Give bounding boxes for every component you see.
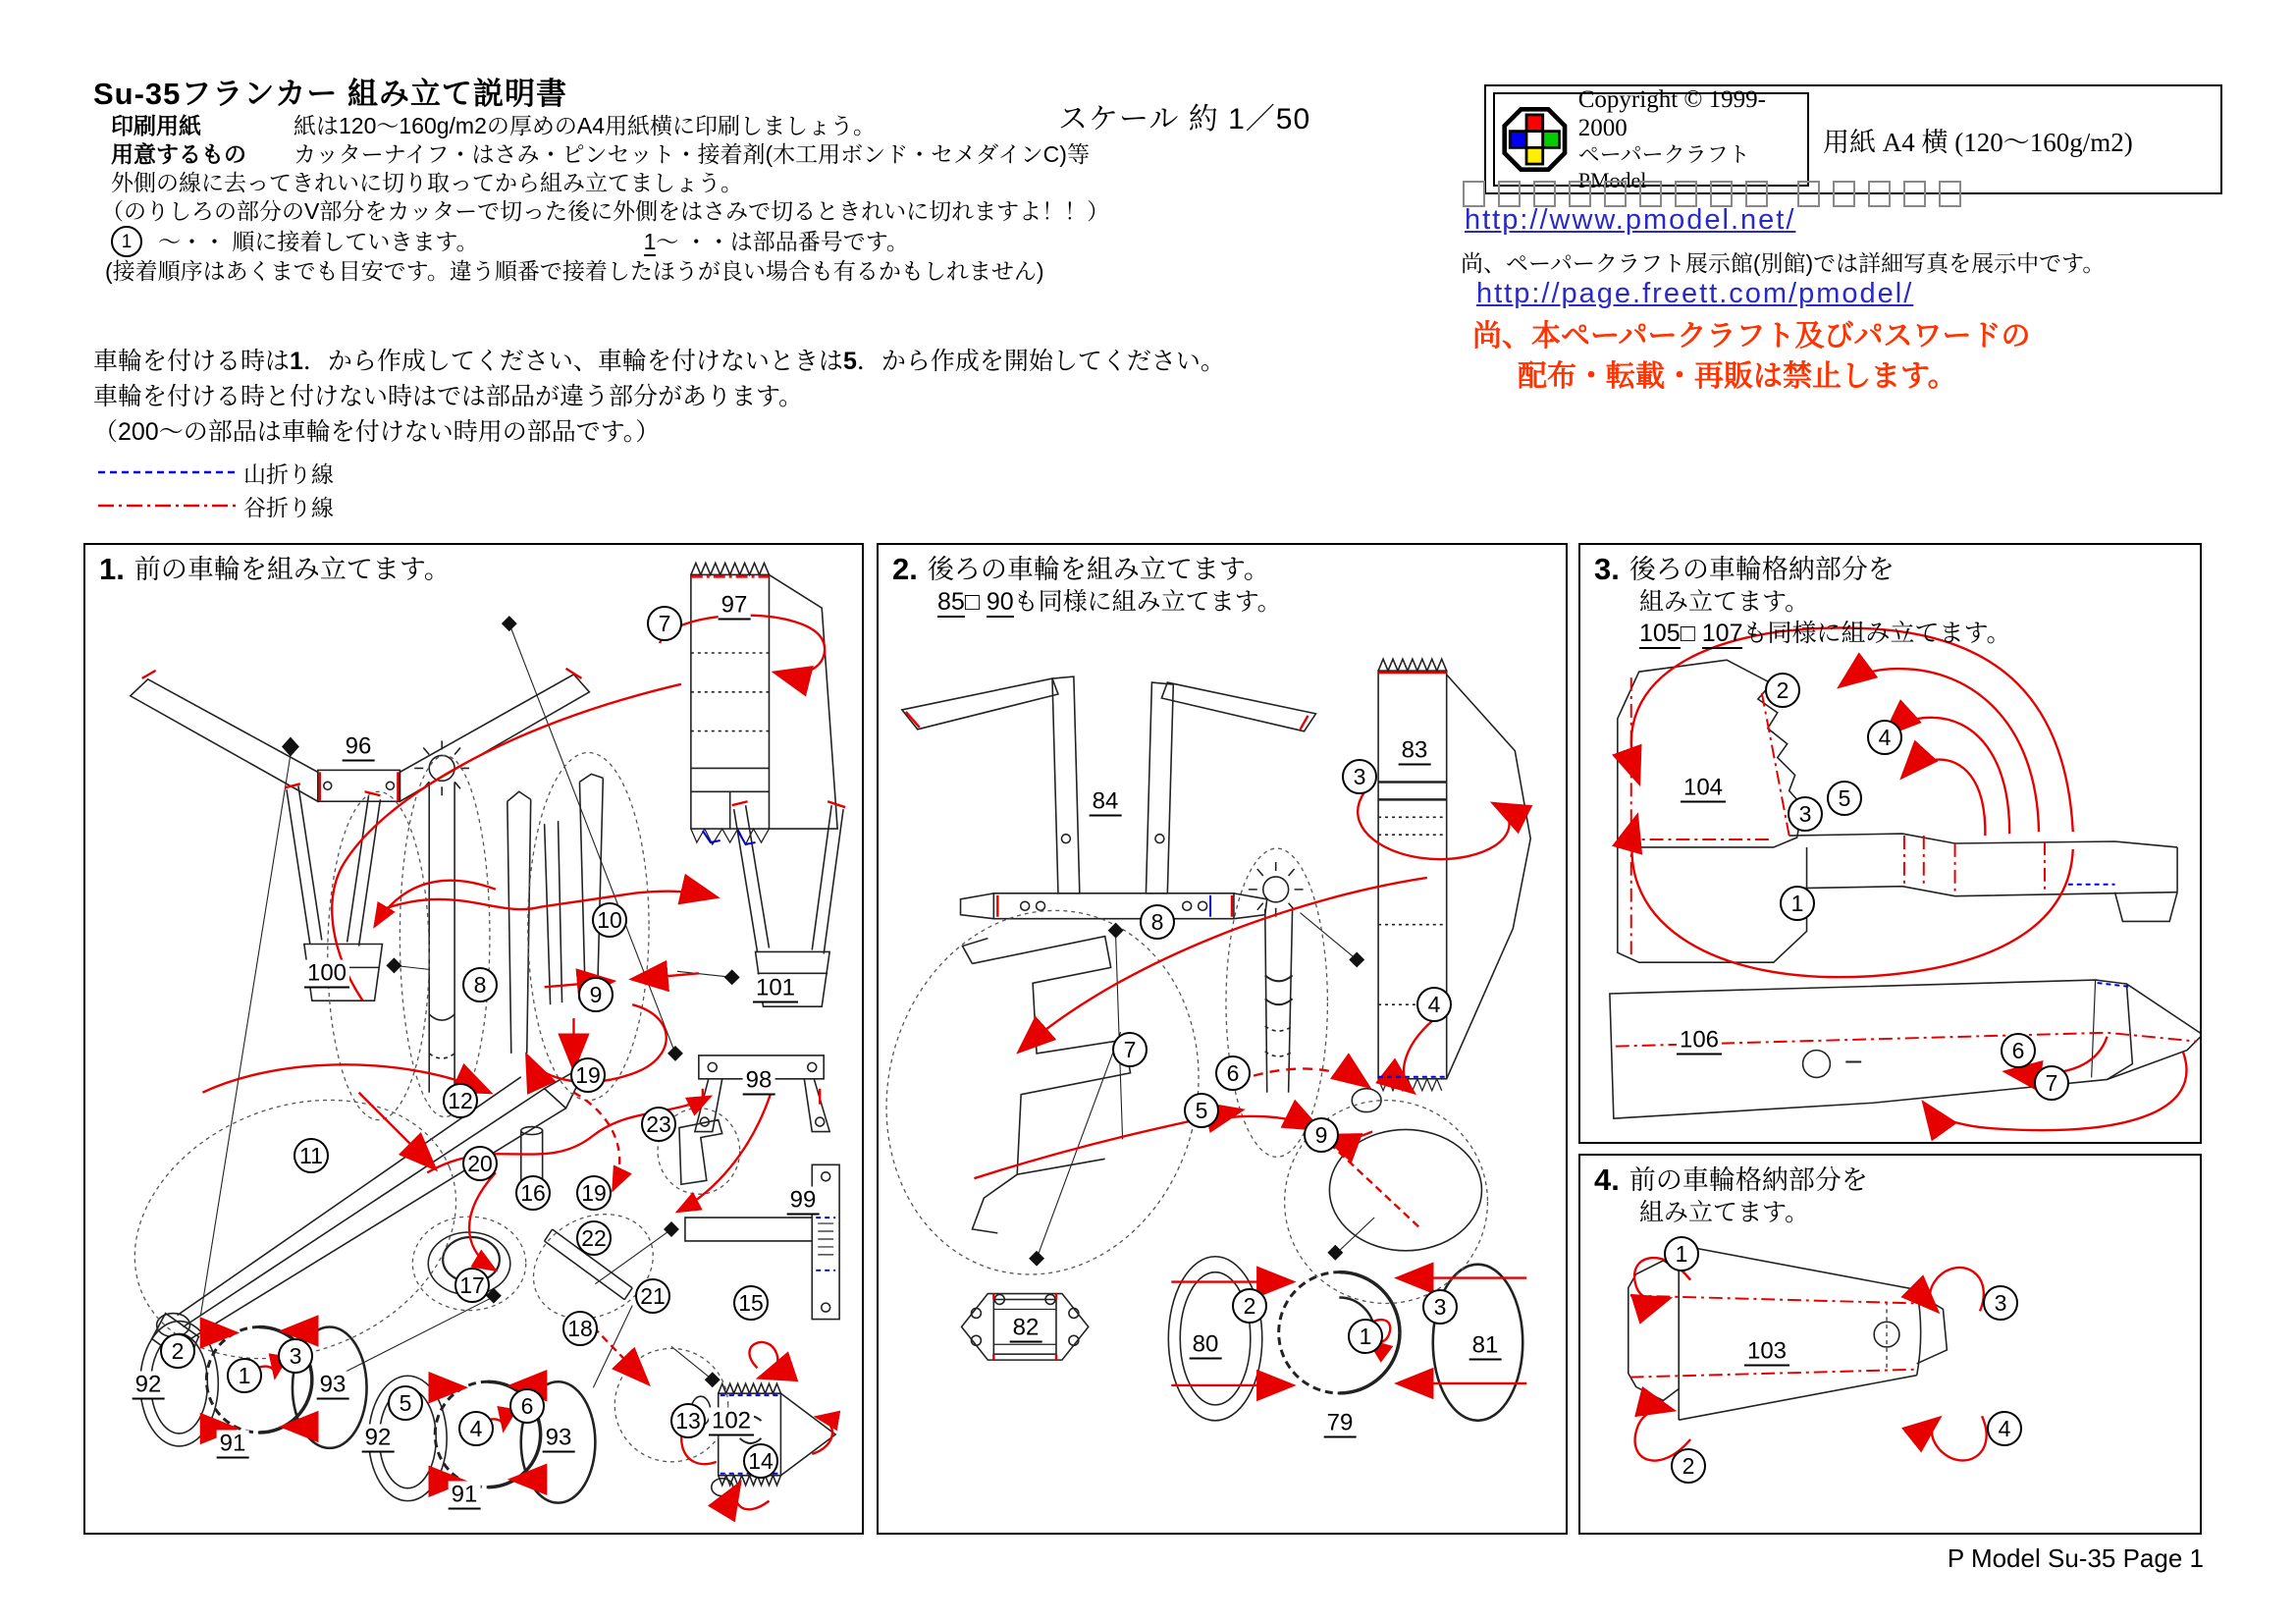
part-number-80: 80 <box>1190 1331 1222 1360</box>
text-segment: 1 <box>290 348 303 375</box>
step-number-9: 9 <box>1304 1117 1339 1153</box>
step-number-6: 6 <box>2001 1033 2036 1068</box>
text-segment: 105 <box>1639 620 1681 647</box>
step-number-22: 22 <box>576 1220 612 1256</box>
panel3-header <box>1594 553 2011 649</box>
panel3-number: 3. <box>1594 552 1620 586</box>
panel1-number: 1. <box>99 552 125 586</box>
missing-glyph-box <box>1604 181 1627 207</box>
step-number-2: 2 <box>1765 673 1800 708</box>
part-number-96: 96 <box>343 733 375 762</box>
step-number-3: 3 <box>1342 759 1377 794</box>
step-number-19: 19 <box>570 1057 606 1093</box>
missing-glyph-box <box>1745 181 1768 207</box>
panel-rear-wheel-bay <box>1578 543 2202 1144</box>
text-segment: □ <box>1680 620 1702 647</box>
part-number-83: 83 <box>1399 737 1431 766</box>
text-segment: 85 <box>937 588 965 616</box>
tools-row <box>111 140 1109 169</box>
copyright-years: Copyright © 1999-2000 <box>1577 85 1766 141</box>
step-number-6: 6 <box>1215 1055 1251 1091</box>
step-number-4: 4 <box>458 1411 494 1446</box>
panel3-title2: 組み立てます。 <box>1639 588 1810 616</box>
panel-rear-wheel <box>877 543 1568 1535</box>
part-number-106: 106 <box>1677 1027 1722 1055</box>
step-number-16: 16 <box>515 1175 551 1211</box>
text-segment: ．から作成してください、車輪を付けないときは <box>302 348 843 375</box>
text-segment: □ <box>964 588 987 616</box>
text-segment: 107 <box>1701 620 1743 647</box>
text-segment: 車輪を付ける時は <box>93 348 291 375</box>
missing-glyph-box <box>1903 181 1926 207</box>
copyright-box <box>1484 84 2222 194</box>
step-number-21: 21 <box>635 1278 670 1314</box>
step-number-4: 4 <box>1987 1411 2022 1446</box>
part-number-92: 92 <box>362 1425 395 1453</box>
part-number-93: 93 <box>543 1425 575 1453</box>
part-number-91: 91 <box>449 1482 481 1510</box>
missing-glyph-row <box>1463 181 1991 207</box>
gallery-note: 尚、ペーパークラフト展示館(別館)では詳細写真を展示中です。 <box>1461 250 2106 276</box>
step-number-4: 4 <box>1416 987 1452 1022</box>
wheel-note-line-1 <box>93 344 1225 379</box>
step-number-17: 17 <box>454 1268 490 1303</box>
cutting-note-1: 外側の線に去ってきれいに切り取ってから組み立てましょう。 <box>111 170 743 195</box>
missing-glyph-box <box>1868 181 1891 207</box>
glue-order-text: ～・・ 順に接着していきます。 <box>158 228 479 254</box>
text-segment: も同様に組み立てます。 <box>1013 588 1282 616</box>
step-number-7: 7 <box>1112 1032 1148 1067</box>
text-segment: ～ ・・は部品番号です。 <box>656 228 909 254</box>
text-segment: 1 <box>643 228 657 254</box>
part-number-97: 97 <box>719 592 751 621</box>
fold-line-legend <box>96 456 334 522</box>
step-number-20: 20 <box>462 1146 498 1181</box>
scale-label: スケール 約 1／50 <box>1058 103 1311 135</box>
part-number-82: 82 <box>1010 1315 1042 1343</box>
step-number-1: 1 <box>1780 886 1815 921</box>
panel-front-wheel-bay <box>1578 1154 2202 1535</box>
pmodel-logo-icon <box>1501 103 1569 176</box>
step-number-8: 8 <box>1140 904 1175 940</box>
step-number-23: 23 <box>641 1107 676 1142</box>
panel4-title: 前の車輪格納部分を <box>1629 1165 1868 1195</box>
text-segment: 90 <box>986 588 1014 616</box>
glue-order-row <box>111 226 1109 257</box>
step-number-19: 19 <box>576 1175 612 1211</box>
mountain-fold-label: 山折り線 <box>243 460 334 487</box>
text-segment: ．から作成を開始してください。 <box>856 348 1225 375</box>
wheel-note-line-3: （200～の部品は車輪を付けない時用の部品です。） <box>93 418 661 446</box>
step-number-15: 15 <box>733 1285 769 1321</box>
mountain-fold-row <box>96 456 334 489</box>
missing-glyph-group <box>1463 181 1768 207</box>
step-number-18: 18 <box>562 1311 598 1346</box>
part-number-81: 81 <box>1469 1332 1502 1361</box>
missing-glyph-box <box>1797 181 1820 207</box>
step-number-9: 9 <box>578 977 614 1012</box>
missing-glyph-box <box>1639 181 1662 207</box>
part-number-100: 100 <box>304 960 349 989</box>
panel3-title: 後ろの車輪格納部分を <box>1629 555 1895 584</box>
missing-glyph-box <box>1569 181 1591 207</box>
step-number-14: 14 <box>743 1443 778 1479</box>
circled-number-one-icon: 1 <box>111 226 142 257</box>
pmodel-logo-box <box>1493 85 1809 192</box>
rear-wheel-labels <box>879 545 1566 1533</box>
part-number-79: 79 <box>1324 1410 1357 1438</box>
part-number-84: 84 <box>1090 788 1122 817</box>
copyright-text <box>1578 86 1801 192</box>
copyright-owner: ペーパークラフトPModel <box>1577 142 1750 192</box>
page-title: Su-35フランカー 組み立て説明書 <box>93 77 568 111</box>
wheel-note-line-2: 車輪を付ける時と付けない時はでは部品が違う部分があります。 <box>93 383 804 410</box>
part-number-91: 91 <box>217 1431 249 1459</box>
wheel-option-note <box>93 344 1225 450</box>
step-number-3: 3 <box>1983 1285 2018 1321</box>
step-number-3: 3 <box>1422 1289 1458 1325</box>
missing-glyph-box <box>1939 181 1961 207</box>
missing-glyph-box <box>1710 181 1733 207</box>
missing-glyph-box <box>1498 181 1521 207</box>
part-number-103: 103 <box>1744 1338 1789 1367</box>
step-number-12: 12 <box>443 1083 478 1118</box>
front-wheel-labels <box>85 545 862 1533</box>
part-number-101: 101 <box>753 975 798 1003</box>
panel2-title: 後ろの車輪を組み立てます。 <box>927 555 1270 584</box>
page-footer: P Model Su-35 Page 1 <box>1947 1543 2204 1573</box>
step-number-2: 2 <box>160 1333 195 1369</box>
part-number-104: 104 <box>1681 775 1726 803</box>
part-number-92: 92 <box>133 1372 165 1400</box>
valley-fold-row <box>96 489 334 522</box>
warning-line-2: 配布・転載・再販は禁止します。 <box>1518 360 1957 393</box>
missing-glyph-box <box>1463 181 1485 207</box>
part-number-93: 93 <box>317 1372 349 1400</box>
part-number-note <box>644 228 909 256</box>
step-number-5: 5 <box>1827 781 1862 816</box>
missing-glyph-box <box>1833 181 1855 207</box>
step-number-7: 7 <box>2034 1065 2069 1101</box>
step-number-7: 7 <box>647 606 682 641</box>
missing-glyph-box <box>1675 181 1697 207</box>
step-number-4: 4 <box>1867 720 1902 755</box>
part-number-98: 98 <box>743 1067 775 1096</box>
valley-fold-label: 谷折り線 <box>243 494 334 520</box>
step-number-2: 2 <box>1232 1288 1267 1324</box>
part-number-102: 102 <box>709 1408 754 1436</box>
panel1-header <box>99 553 451 586</box>
panel4-number: 4. <box>1594 1163 1620 1197</box>
print-paper-text: 紙は120～160g/m2の厚めのA4用紙横に印刷しましょう。 <box>294 113 877 138</box>
step-number-8: 8 <box>462 967 498 1002</box>
step-number-11: 11 <box>294 1138 329 1173</box>
step-number-5: 5 <box>1184 1093 1219 1128</box>
tools-text: カッターナイフ・はさみ・ピンセット・接着剤(木工用ボンド・セメダインC)等 <box>294 141 1090 167</box>
panel-front-wheel <box>83 543 864 1535</box>
panel4-title2: 組み立てます。 <box>1639 1199 1810 1226</box>
step-number-3: 3 <box>1788 796 1823 832</box>
step-number-2: 2 <box>1671 1448 1706 1484</box>
step-number-6: 6 <box>509 1388 545 1424</box>
intro-instructions <box>101 112 1110 286</box>
print-paper-row <box>111 112 1109 140</box>
step-number-13: 13 <box>670 1403 706 1438</box>
tools-label: 用意するもの <box>111 141 246 167</box>
panel2-number: 2. <box>892 552 918 586</box>
step-number-5: 5 <box>388 1385 423 1421</box>
mountain-fold-line-icon <box>96 468 241 476</box>
warning-line-1: 尚、本ペーパークラフト及びパスワードの <box>1472 320 2031 352</box>
missing-glyph-group <box>1797 181 1961 207</box>
freett-site-link[interactable]: http://page.freett.com/pmodel/ <box>1476 278 1914 309</box>
panel1-title: 前の車輪を組み立てます。 <box>133 555 451 584</box>
valley-fold-line-icon <box>96 502 241 510</box>
text-segment: も同様に組み立てます。 <box>1742 620 2011 647</box>
step-number-3: 3 <box>278 1338 313 1374</box>
panel2-subtitle <box>937 586 1282 618</box>
missing-glyph-box <box>1533 181 1556 207</box>
part-number-99: 99 <box>787 1187 820 1216</box>
cutting-note-2: （のりしろの部分のV部分をカッターで切った後に外側をはさみで切るときれいに切れますよ！！） <box>101 198 1110 224</box>
panel4-header <box>1594 1163 1868 1228</box>
step-number-1: 1 <box>1664 1236 1699 1271</box>
paper-spec: 用紙 A4 横 (120～160g/m2) <box>1823 127 2133 157</box>
step-number-1: 1 <box>1348 1319 1383 1354</box>
glue-order-disclaimer: (接着順序はあくまでも目安です。違う順番で接着したほうが良い場合も有るかもしれません) <box>105 258 1044 284</box>
panel2-header <box>892 553 1282 618</box>
panel3-subtitle <box>1639 618 2011 649</box>
no-redistribution-warning <box>1472 316 2031 397</box>
print-paper-label: 印刷用紙 <box>111 113 201 138</box>
text-segment: 5 <box>842 348 857 375</box>
step-number-10: 10 <box>592 902 627 938</box>
pmodel-site-link[interactable]: http://www.pmodel.net/ <box>1465 204 1796 236</box>
step-number-1: 1 <box>227 1358 262 1393</box>
